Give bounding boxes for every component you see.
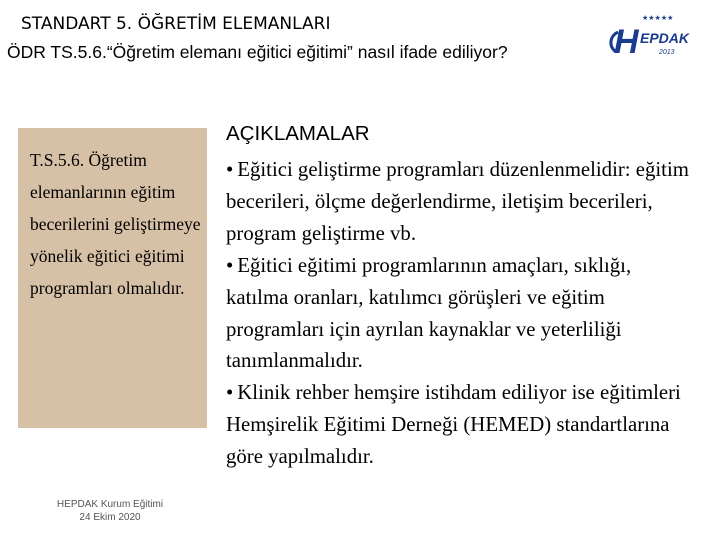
hepdak-logo xyxy=(604,10,704,60)
bullet-icon: • xyxy=(226,253,234,277)
explanations-list xyxy=(226,154,698,473)
logo-text: EPDAK xyxy=(640,30,690,46)
list-item xyxy=(226,250,698,378)
list-item-text: Eğitici eğitimi programlarının amaçları, sıklığı, katılma oranları, katılımcı görüşleri ve eğitim programları için ayrılan kaynaklar ve yeterliliği tanımlanmalıdır. xyxy=(226,253,632,373)
slide-title: STANDART 5. ÖĞRETİM ELEMANLARI xyxy=(21,14,331,34)
logo-stars xyxy=(642,14,673,22)
footer-org: HEPDAK Kurum Eğitimi xyxy=(56,499,164,510)
footer xyxy=(20,498,200,524)
svg-text:★★★★★: ★★★★★ xyxy=(642,14,674,22)
slide-subtitle: ÖDR TS.5.6.“Öğretim elemanı eğitici eğitimi” nasıl ifade ediliyor? xyxy=(7,42,508,62)
bullet-icon: • xyxy=(226,381,234,405)
explanations-heading: AÇIKLAMALAR xyxy=(226,122,370,145)
logo-year: 2013 xyxy=(659,49,675,56)
list-item-text: Eğitici geliştirme programları düzenlenmelidir: eğitim becerileri, ölçme değerlendirme, iletişim becerileri, program geliştirme vb. xyxy=(226,158,689,245)
bullet-icon: • xyxy=(226,158,234,181)
list-item xyxy=(226,154,698,250)
list-item xyxy=(226,377,698,473)
list-item-text: Klinik rehber hemşire istihdam ediliyor ise eğitimleri Hemşirelik Eğitimi Derneği (HEMED) standartlarına göre yapılmalıdır. xyxy=(226,381,681,469)
standard-box-text: T.S.5.6. Öğretim elemanlarının eğitim becerilerini geliştirmeye yönelik eğitici eğitimi programları olmalıdır. xyxy=(30,150,201,298)
logo-initial: H xyxy=(614,23,639,60)
standard-box xyxy=(18,128,207,428)
footer-date: 24 Ekim 2020 xyxy=(79,512,141,523)
